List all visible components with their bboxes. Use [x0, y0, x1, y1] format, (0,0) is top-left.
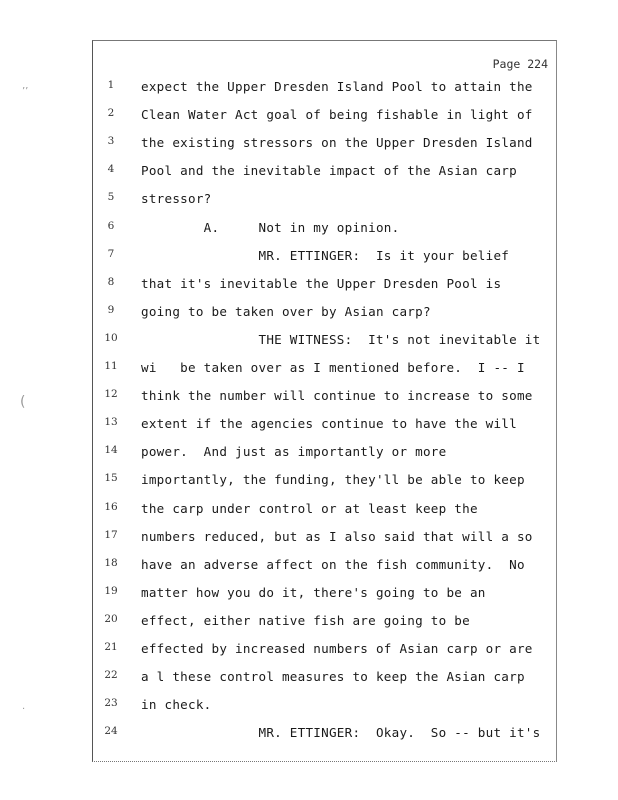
transcript-line	[93, 527, 558, 555]
transcript-line	[93, 161, 558, 189]
scan-artifact: ’’	[22, 86, 29, 97]
transcript-line	[93, 414, 558, 442]
transcript-line	[93, 386, 558, 414]
line-text: THE WITNESS: It's not inevitable it	[141, 331, 541, 347]
line-text: Pool and the inevitable impact of the Asian carp	[141, 163, 517, 179]
line-number: 18	[104, 556, 118, 569]
line-text: effect, either native fish are going to be	[141, 612, 470, 628]
transcript-line	[93, 133, 558, 161]
line-number: 21	[104, 641, 118, 653]
line-number: 14	[104, 444, 118, 457]
scan-artifact: (	[20, 394, 26, 410]
line-text: power. And just as importantly or more	[141, 444, 447, 460]
page-number: Page 224	[492, 57, 548, 71]
line-text: MR. ETTINGER: Okay. So -- but it's	[141, 725, 541, 741]
line-number: 16	[104, 500, 118, 513]
transcript-line	[93, 667, 558, 695]
line-number: 11	[104, 360, 118, 372]
transcript-line	[93, 639, 558, 667]
line-text: extent if the agencies continue to have the will	[141, 416, 517, 432]
transcript-line	[93, 189, 558, 217]
transcript-line	[93, 470, 558, 498]
transcript-line	[93, 77, 558, 105]
line-text: the carp under control or at least keep the	[141, 500, 478, 516]
line-text: matter how you do it, there's going to be an	[141, 584, 486, 600]
transcript-page	[92, 40, 557, 762]
line-number: 10	[104, 331, 118, 344]
line-text: wi be taken over as I mentioned before. I -- I	[141, 360, 525, 375]
line-text: numbers reduced, but as I also said that will a so	[141, 528, 533, 544]
transcript-line	[93, 555, 558, 583]
line-number: 15	[104, 472, 118, 485]
line-number: 13	[104, 416, 118, 429]
transcript-line	[93, 330, 558, 358]
line-number: 12	[104, 388, 118, 401]
transcript-line	[93, 583, 558, 611]
line-number: 19	[104, 584, 118, 597]
transcript-line	[93, 302, 558, 330]
line-number: 7	[107, 247, 115, 260]
line-text: A. Not in my opinion.	[141, 219, 400, 235]
transcript-line	[93, 358, 558, 386]
line-text: importantly, the funding, they'll be able to keep	[141, 472, 525, 488]
line-number: 6	[107, 219, 115, 232]
transcript-line	[93, 274, 558, 302]
line-text: a l these control measures to keep the Asian carp	[141, 669, 525, 685]
line-text: Clean Water Act goal of being fishable in light of	[141, 107, 533, 123]
transcript-line	[93, 695, 558, 723]
line-number: 9	[107, 303, 115, 316]
line-text: in check.	[141, 697, 212, 713]
line-number: 8	[107, 275, 115, 288]
transcript-line	[93, 105, 558, 133]
transcript-line	[93, 246, 558, 274]
line-number: 4	[107, 163, 115, 176]
line-text: going to be taken over by Asian carp?	[141, 303, 431, 319]
line-number: 23	[104, 697, 118, 710]
line-number: 24	[104, 725, 118, 738]
line-text: MR. ETTINGER: Is it your belief	[141, 247, 510, 263]
transcript-line	[93, 442, 558, 470]
line-text: have an adverse affect on the fish community. No	[141, 556, 525, 572]
transcript-line	[93, 723, 558, 751]
transcript-line	[93, 611, 558, 639]
line-text: think the number will continue to increase to some	[141, 388, 533, 404]
line-number: 5	[107, 191, 115, 204]
line-text: stressor?	[141, 191, 212, 207]
line-number: 17	[104, 528, 118, 541]
line-number: 22	[104, 669, 118, 682]
line-text: the existing stressors on the Upper Dresden Island	[141, 135, 533, 151]
transcript-line	[93, 499, 558, 527]
line-number: 3	[107, 135, 115, 148]
transcript-line	[93, 218, 558, 246]
line-text: that it's inevitable the Upper Dresden Pool is	[141, 275, 502, 291]
line-number: 2	[107, 107, 115, 120]
line-text: expect the Upper Dresden Island Pool to attain the	[141, 79, 533, 94]
line-number: 20	[104, 612, 118, 625]
line-number: 1	[107, 79, 115, 91]
scan-artifact: ·	[22, 704, 26, 715]
line-text: effected by increased numbers of Asian carp or are	[141, 641, 533, 656]
